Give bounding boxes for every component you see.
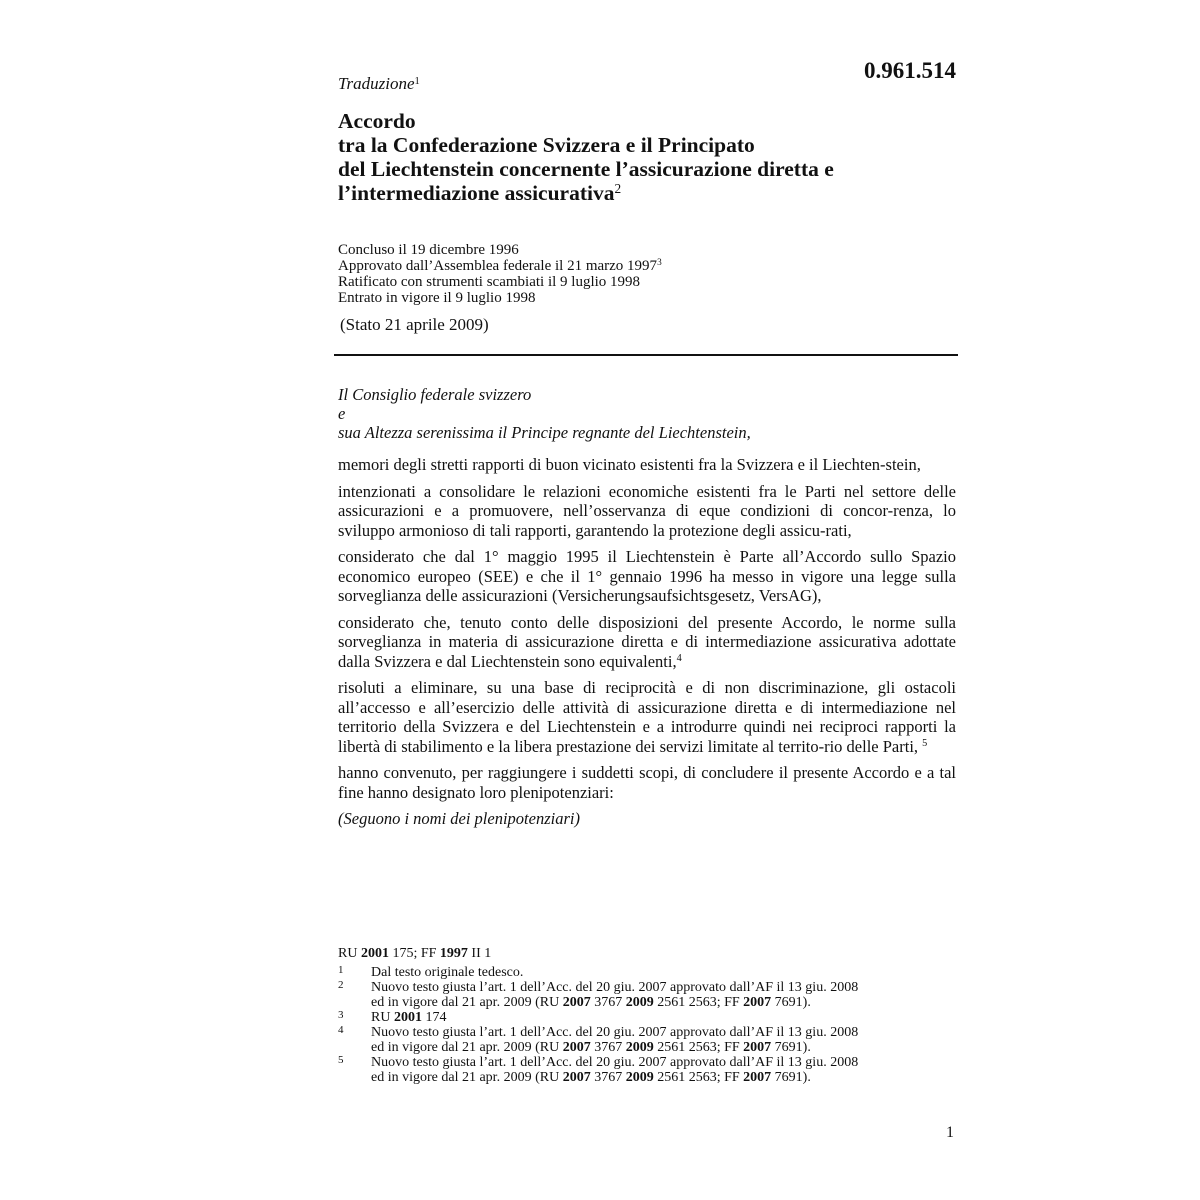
date-ratified: Ratificato con strumenti scambiati il 9 luglio 1998 <box>338 274 641 290</box>
party-switzerland: Il Consiglio federale svizzero <box>338 385 532 404</box>
preamble-paragraph-1: memori degli stretti rapporti di buon vicinato esistenti fra la Svizzera e il Liechten-stein, <box>338 455 921 474</box>
contracting-parties <box>338 385 958 442</box>
footnote-part: 3767 <box>590 1040 626 1055</box>
source-ref-part: 175; FF <box>388 946 440 961</box>
preamble-paragraph-5-text: risoluti a eliminare, su una base di reciprocità e di non discriminazione, gli ostacoli all’accesso e all’esercizio delle attività di assicurazione diretta e di intermediazione nel territorio della Svizzera e del Liechtenstein e a introdurre quindi nei reciproci rapporti la libertà di stabilimento e la libera prestazione dei servizi limitate al territo-rio delle Parti, <box>338 678 956 756</box>
footnote-text-line-2 <box>371 1070 958 1085</box>
document-dates <box>338 242 958 306</box>
footnote-bold: 2007 <box>743 1040 772 1055</box>
footnote-3 <box>338 1010 958 1025</box>
footnote-part: 174 <box>421 1010 447 1025</box>
footnote-ref-2[interactable]: 2 <box>614 181 622 197</box>
footnote-bold: 2007 <box>562 1070 591 1085</box>
date-concluded: Concluso il 19 dicembre 1996 <box>338 242 519 258</box>
footnote-number: 5 <box>338 1054 344 1066</box>
footnote-text: Dal testo originale tedesco. <box>371 965 524 980</box>
preamble-paragraph-5 <box>338 678 956 756</box>
date-approved <box>338 258 958 274</box>
footnote-ref-4[interactable]: 4 <box>676 653 682 665</box>
footnote-number: 2 <box>338 979 344 991</box>
footnote-part: ed in vigore dal 21 apr. 2009 (RU <box>371 1070 563 1085</box>
date-approved-text: Approvato dall’Assemblea federale il 21 marzo 1997 <box>338 258 658 274</box>
date-in-force: Entrato in vigore il 9 luglio 1998 <box>338 290 536 306</box>
sr-number: 0.961.514 <box>864 58 956 83</box>
footnote-5 <box>338 1055 958 1085</box>
header-divider <box>334 354 958 356</box>
footnote-part: 3767 <box>590 1070 626 1085</box>
footnote-number: 1 <box>338 964 344 976</box>
footnote-bold: 2009 <box>625 1040 654 1055</box>
footnote-bold: 2007 <box>562 995 591 1010</box>
footnotes <box>338 946 958 1085</box>
footnote-bold: 2009 <box>625 1070 654 1085</box>
title-line-2: tra la Confederazione Svizzera e il Principato <box>338 133 755 157</box>
footnote-part: 7691). <box>771 995 811 1010</box>
footnote-part: ed in vigore dal 21 apr. 2009 (RU <box>371 1040 563 1055</box>
footnote-part: 7691). <box>771 1040 811 1055</box>
footnote-text <box>371 1010 958 1025</box>
preamble-paragraph-3: considerato che dal 1° maggio 1995 il Liechtenstein è Parte all’Accordo sullo Spazio economico europeo (SEE) e che il 1° gennaio 1996 ha messo in vigore una legge sulla sorveglianza delle assicurazioni (Versicherungsaufsichtsgesetz, VersAG), <box>338 547 956 605</box>
footnote-part: ed in vigore dal 21 apr. 2009 (RU <box>371 995 563 1010</box>
title-line-3: del Liechtenstein concernente l’assicurazione diretta e <box>338 157 834 181</box>
title-line-4-text: l’intermediazione assicurativa <box>338 181 615 205</box>
footnote-ref-5[interactable]: 5 <box>922 738 928 750</box>
footnote-text-line-1: Nuovo testo giusta l’art. 1 dell’Acc. del 20 giu. 2007 approvato dall’AF il 13 giu. 2008 <box>371 1025 859 1040</box>
footnote-text-line-2 <box>371 1040 958 1055</box>
translation-text: Traduzione <box>338 74 415 93</box>
title-line-4 <box>338 181 958 205</box>
footnote-4 <box>338 1025 958 1055</box>
footnote-part: 3767 <box>590 995 626 1010</box>
preamble <box>338 455 956 836</box>
party-conjunction: e <box>338 404 346 423</box>
footnote-bold: 2001 <box>393 1010 422 1025</box>
preamble-paragraph-6: hanno convenuto, per raggiungere i suddetti scopi, di concludere il presente Accordo e a tal fine hanno designato loro plenipotenziari: <box>338 763 956 802</box>
source-ref-bold: 1997 <box>439 946 468 961</box>
translation-label <box>338 74 420 94</box>
footnote-part: 2561 2563; FF <box>653 1070 744 1085</box>
footnote-1 <box>338 965 958 980</box>
footnote-number: 3 <box>338 1009 344 1021</box>
footnote-part: RU <box>371 1010 394 1025</box>
plenipotentiaries-note: (Seguono i nomi dei plenipotenziari) <box>338 809 580 828</box>
footnote-bold: 2009 <box>625 995 654 1010</box>
preamble-paragraph-2: intenzionati a consolidare le relazioni economiche esistenti fra le Parti nel settore delle assicurazioni e a promuovere, nell’osservanza di eque condizioni di concor-renza, lo sviluppo armonioso di tali rapporti, garantendo la protezione degli assicu-rati, <box>338 481 956 540</box>
footnote-bold: 2007 <box>743 995 772 1010</box>
status-date: (Stato 21 aprile 2009) <box>340 315 489 334</box>
preamble-paragraph-4-text: considerato che, tenuto conto delle disposizioni del presente Accordo, le norme sulla sorveglianza in materia di assicurazione diretta e di intermediazione assicurativa adottate dalla Svizzera e dal Liechtenstein sono equivalenti, <box>338 612 956 671</box>
document-title <box>338 109 958 205</box>
footnote-text-line-1: Nuovo testo giusta l’art. 1 dell’Acc. del 20 giu. 2007 approvato dall’AF il 13 giu. 2008 <box>371 980 859 995</box>
footnote-part: 2561 2563; FF <box>653 995 744 1010</box>
footnote-number: 4 <box>338 1024 344 1036</box>
source-reference <box>338 946 958 961</box>
source-ref-bold: 2001 <box>360 946 389 961</box>
source-ref-part: II 1 <box>467 946 492 961</box>
footnote-text-line-2 <box>371 995 958 1010</box>
footnote-ref-1[interactable]: 1 <box>414 75 420 87</box>
footnote-part: 7691). <box>771 1070 811 1085</box>
source-ref-part: RU <box>338 946 361 961</box>
page-number: 1 <box>946 1124 954 1141</box>
footnote-bold: 2007 <box>562 1040 591 1055</box>
footnote-2 <box>338 980 958 1010</box>
footnote-bold: 2007 <box>743 1070 772 1085</box>
footnote-text-line-1: Nuovo testo giusta l’art. 1 dell’Acc. del 20 giu. 2007 approvato dall’AF il 13 giu. 2008 <box>371 1055 859 1070</box>
footnote-part: 2561 2563; FF <box>653 1040 744 1055</box>
party-liechtenstein: sua Altezza serenissima il Principe regnante del Liechtenstein, <box>338 423 751 442</box>
title-line-1: Accordo <box>338 109 416 133</box>
footnote-ref-3[interactable]: 3 <box>657 258 662 269</box>
preamble-paragraph-4 <box>338 613 956 672</box>
